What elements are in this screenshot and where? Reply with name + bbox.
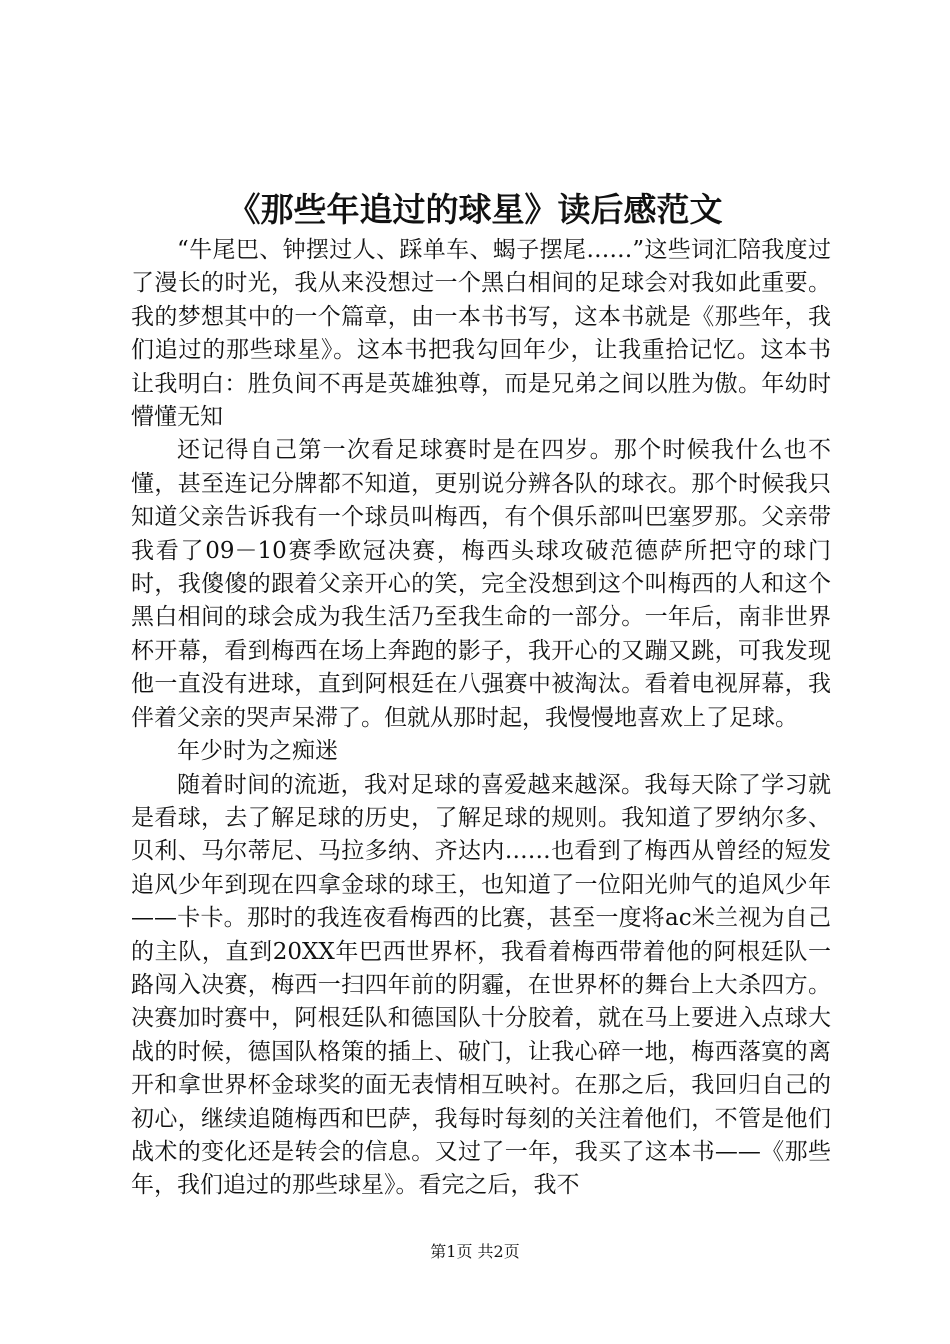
document-title: 《那些年追过的球星》读后感范文 <box>227 190 723 229</box>
paragraph-section-heading: 年少时为之痴迷 <box>177 738 338 765</box>
page-number-footer: 第1页 共2页 <box>430 1242 520 1261</box>
document-body <box>131 234 831 1203</box>
paragraph-intro: “牛尾巴、钟摆过人、踩单车、蝎子摆尾……”这些词汇陪我度过了漫长的时光，我从来没想过一个黑白相间的足球会对我如此重要。我的梦想其中的一个篇章，由一本书书写，这本书就是《那些年，我们追过的那些球星》。这本书把我勾回年少，让我重拾记忆。这本书让我明白：胜负间不再是英雄独尊，而是兄弟之间以胜为傲。年幼时懵懂无知 <box>131 237 831 431</box>
paragraph-youth: 随着时间的流逝，我对足球的喜爱越来越深。我每天除了学习就是看球，去了解足球的历史，了解足球的规则。我知道了罗纳尔多、贝利、马尔蒂尼、马拉多纳、齐达内……也看到了梅西从曾经的短发追风少年到现在四拿金球的球王，也知道了一位阳光帅气的追风少年——卡卡。那时的我连夜看梅西的比赛，甚至一度将ac米兰视为自己的主队，直到20XX年巴西世界杯，我看着梅西带着他的阿根廷队一路闯入决赛，梅西一扫四年前的阴霾，在世界杯的舞台上大杀四方。决赛加时赛中，阿根廷队和德国队十分胶着，就在马上要进入点球大战的时候，德国队格策的插上、破门，让我心碎一地，梅西落寞的离开和拿世界杯金球奖的面无表情相互映衬。在那之后，我回归自己的初心，继续追随梅西和巴萨，我每时每刻的关注着他们，不管是他们战术的变化还是转会的信息。又过了一年，我买了这本书——《那些年，我们追过的那些球星》。看完之后，我不 <box>131 771 831 1199</box>
paragraph-childhood: 还记得自己第一次看足球赛时是在四岁。那个时候我什么也不懂，甚至连记分牌都不知道，更别说分辨各队的球衣。那个时候我只知道父亲告诉我有一个球员叫梅西，有个俱乐部叫巴塞罗那。父亲带我看了09－10赛季欧冠决赛，梅西头球攻破范德萨所把守的球门时，我傻傻的跟着父亲开心的笑，完全没想到这个叫梅西的人和这个黑白相间的球会成为我生活乃至我生命的一部分。一年后，南非世界杯开幕，看到梅西在场上奔跑的影子，我开心的又蹦又跳，可我发现他一直没有进球，直到阿根廷在八强赛中被淘汰。看着电视屏幕，我伴着父亲的哭声呆滞了。但就从那时起，我慢慢地喜欢上了足球。 <box>131 437 831 731</box>
